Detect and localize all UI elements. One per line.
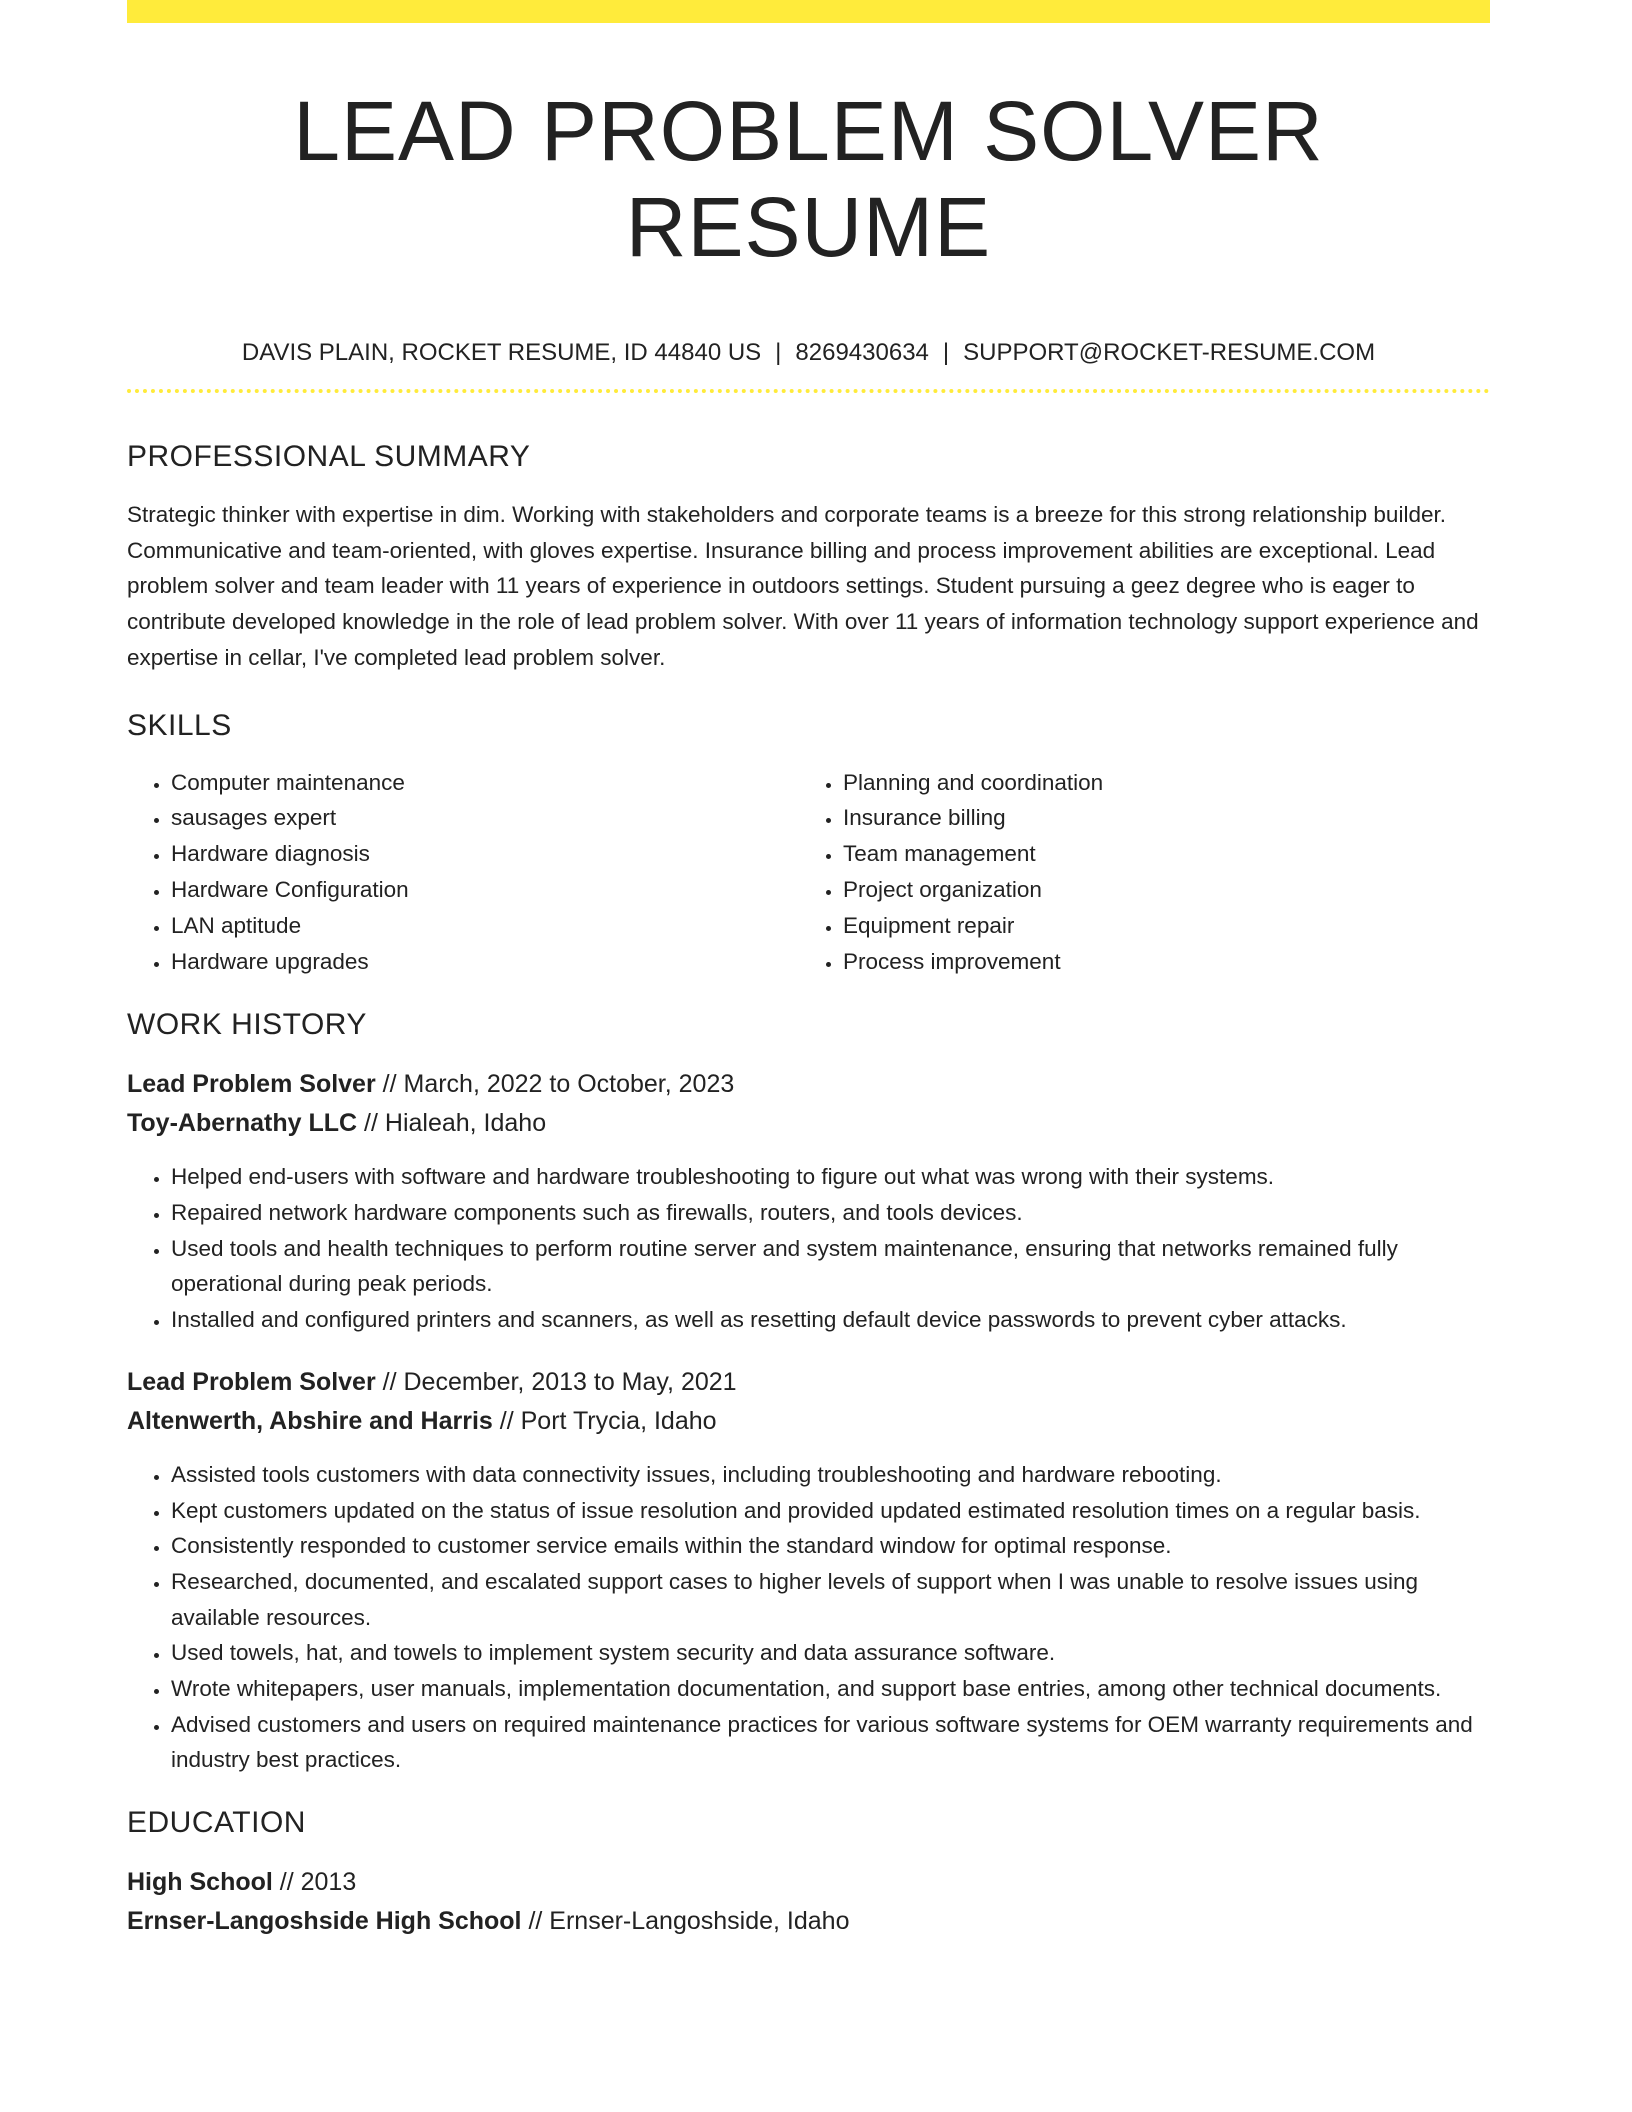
duty-item: • Kept customers updated on the status of issue resolution and provided updated estimated resolution times on a regular basis. <box>171 1493 1490 1529</box>
skill-item: • Team management <box>843 836 1471 872</box>
duty-item: • Used tools and health techniques to perform routine server and system maintenance, ensuring that networks remained fully operational during peak periods. <box>171 1231 1490 1302</box>
skills-grid <box>127 765 1490 980</box>
skills-section <box>127 706 1490 980</box>
education-degree-line <box>127 1863 1490 1902</box>
duty-item: • Consistently responded to customer service emails within the standard window for optimal response. <box>171 1528 1490 1564</box>
education-year: // 2013 <box>279 1868 357 1897</box>
job-entry <box>127 1065 1490 1338</box>
education-heading: EDUCATION <box>127 1806 306 1840</box>
duty-item: • Advised customers and users on required maintenance practices for various software systems for OEM warranty requirements and industry best practices. <box>171 1707 1490 1778</box>
education-degree: High School <box>127 1868 273 1897</box>
skill-item: • Computer maintenance <box>171 765 799 801</box>
job-company: Altenwerth, Abshire and Harris <box>127 1406 493 1435</box>
resume-title: LEAD PROBLEM SOLVER RESUME <box>293 84 1324 274</box>
summary-section <box>127 437 1490 676</box>
skills-right-column <box>799 765 1471 980</box>
skill-item: • Process improvement <box>843 944 1471 980</box>
dotted-divider <box>127 389 1490 393</box>
job-dates: // December, 2013 to May, 2021 <box>382 1367 737 1396</box>
duty-item: • Used towels, hat, and towels to implement system security and data assurance software. <box>171 1635 1490 1671</box>
duty-item: • Researched, documented, and escalated support cases to higher levels of support when I was unable to resolve issues using available resources. <box>171 1564 1490 1635</box>
skills-heading: SKILLS <box>127 708 232 742</box>
skill-item: • LAN aptitude <box>171 908 799 944</box>
duty-item: • Assisted tools customers with data connectivity issues, including troubleshooting and hardware rebooting. <box>171 1457 1490 1493</box>
job-title: Lead Problem Solver <box>127 1070 376 1099</box>
skill-item: • Hardware diagnosis <box>171 836 799 872</box>
job-company-line <box>127 1402 1490 1441</box>
work-history-heading: WORK HISTORY <box>127 1008 367 1042</box>
work-history-section <box>127 1005 1490 1778</box>
education-section <box>127 1803 1490 1941</box>
job-title-line <box>127 1363 1490 1402</box>
summary-heading: PROFESSIONAL SUMMARY <box>127 440 531 473</box>
education-school-line <box>127 1902 1490 1941</box>
duty-item: • Helped end-users with software and hardware troubleshooting to figure out what was wrong with their systems. <box>171 1159 1490 1195</box>
skill-item: • Hardware upgrades <box>171 944 799 980</box>
contact-line <box>127 337 1490 369</box>
contact-separator: | <box>775 339 782 366</box>
job-location: // Hialeah, Idaho <box>364 1109 547 1138</box>
job-duties-list <box>127 1457 1490 1778</box>
skill-item: • sausages expert <box>171 800 799 836</box>
contact-separator: | <box>942 339 950 366</box>
education-school: Ernser-Langoshside High School <box>127 1907 522 1936</box>
skill-item: • Insurance billing <box>843 800 1471 836</box>
job-title: Lead Problem Solver <box>127 1367 376 1396</box>
skills-left-column <box>127 765 799 980</box>
duty-item: • Wrote whitepapers, user manuals, implementation documentation, and support base entries, among other technical documents. <box>171 1671 1490 1707</box>
resume-page <box>127 0 1490 1941</box>
skill-item: • Project organization <box>843 872 1471 908</box>
duty-item: • Installed and configured printers and scanners, as well as resetting default device passwords to prevent cyber attacks. <box>171 1302 1490 1338</box>
job-title-line <box>127 1065 1490 1104</box>
top-accent-bar <box>127 0 1490 23</box>
education-entry <box>127 1863 1490 1941</box>
job-location: // Port Trycia, Idaho <box>499 1406 717 1435</box>
job-duties-list <box>127 1159 1490 1338</box>
skill-item: • Hardware Configuration <box>171 872 799 908</box>
job-entry <box>127 1363 1490 1778</box>
education-location: // Ernser-Langoshside, Idaho <box>528 1907 850 1936</box>
job-company-line <box>127 1104 1490 1143</box>
skill-item: • Equipment repair <box>843 908 1471 944</box>
contact-phone: 8269430634 <box>795 339 929 366</box>
job-company: Toy-Abernathy LLC <box>127 1109 358 1138</box>
contact-email: SUPPORT@ROCKET-RESUME.COM <box>963 339 1376 366</box>
duty-item: • Repaired network hardware components such as firewalls, routers, and tools devices. <box>171 1195 1490 1231</box>
job-dates: // March, 2022 to October, 2023 <box>382 1070 735 1099</box>
summary-text: Strategic thinker with expertise in dim. Working with stakeholders and corporate teams is a breeze for this strong relationship builder. Communicative and team-oriented, with gloves expertise. Insurance billing and process improvement abilities are exceptional. Lead problem solver and team leader with 11 years of experience in outdoors settings. Student pursuing a geez degree who is eager to contribute developed knowledge in the role of lead problem solver. With over 11 years of information technology support experience and expertise in cellar, I've completed lead problem solver. <box>127 502 1479 670</box>
skill-item: • Planning and coordination <box>843 765 1471 801</box>
contact-address: DAVIS PLAIN, ROCKET RESUME, ID 44840 US <box>241 339 762 366</box>
